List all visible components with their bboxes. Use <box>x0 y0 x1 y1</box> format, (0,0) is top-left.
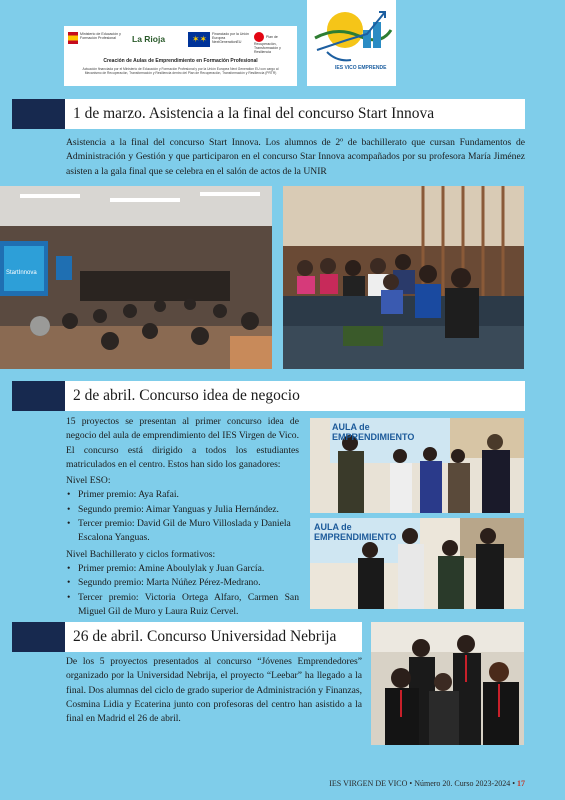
bachillerato-heading: Nivel Bachillerato y ciclos formativos: <box>66 548 216 560</box>
prtr-icon <box>254 32 264 42</box>
students-photo-illustration <box>283 186 524 369</box>
section-1-body: Asistencia a la final del concurso Start Innova. Los alumnos de 2º de bachillerato que cursan Fundamentos de Administración y Gestión y que participaron en el concurso Star Innova acompañados por su profesora María Jiménez asisten a la gala final que se celebra en el salón de actos de la UNIR <box>66 137 525 177</box>
list-item: • Segundo premio: Aimar Yanguas y Julia Hernández. <box>66 503 299 517</box>
ministry-label: Ministerio de Educación y Formación Profesional <box>80 32 121 40</box>
prtr-logo <box>254 32 294 54</box>
section-2-title: 2 de abril. Concurso idea de negocio <box>73 387 300 404</box>
page-footer <box>329 779 525 788</box>
photo-nebrija-final <box>371 622 524 745</box>
la-rioja-logo: La Rioja <box>132 34 166 44</box>
school-logo-text: IES VICO EMPRENDE <box>335 65 387 71</box>
list-item: • Tercer premio: Victoria Ortega Alfaro, Carmen San Miguel Gil de Muro y Laura Ruiz Cervel. <box>66 591 299 620</box>
section-1-marker <box>12 99 65 129</box>
list-item: • Segundo premio: Marta Núñez Pérez-Medrano. <box>66 576 299 590</box>
section-2-intro: 15 proyectos se presentan al primer concurso idea de negocio del aula de emprendimiento del IES Virgen de Vico. El concurso está dirigido a todos los estudiantes matriculados en el centro. Estos han sido los ganadores: <box>66 416 299 470</box>
list-item: • Primer premio: Aya Rafai. <box>66 488 299 502</box>
footer-text: IES VIRGEN DE VICO • Número 20. Curso 2023-2024 • <box>329 779 515 788</box>
nebrija-photo-illustration <box>371 622 524 745</box>
logo-banner-subtitle: Actuación financiada por el Ministerio de Educación y Formación Profesional y por la Unión Europea Next Generation EU con cargo al Mecanismo de Recuperación, Transformación y Resiliencia dentro del Plan de Recuperación, Transformación y Resiliencia (PRTR) <box>82 67 279 75</box>
section-3-marker <box>12 622 65 652</box>
eu-funding-label: Financiado por la Unión Europea NextGenerationEU <box>212 32 249 44</box>
list-item: • Primer premio: Amine Aboulylak y Juan García. <box>66 562 299 576</box>
screen-text: StartInnova <box>6 270 37 276</box>
section-2-header <box>65 381 525 411</box>
wall-sign-2: AULA de EMPRENDIMIENTO <box>314 522 397 542</box>
auditorium-photo-illustration <box>0 186 272 369</box>
spain-flag-icon <box>68 32 78 44</box>
school-logo-graphic <box>307 0 396 86</box>
section-3-body: De los 5 proyectos presentados al concurso “Jóvenes Emprendedores” organizado por la Universidad Nebrija, el proyecto “Leebar” ha llegado a la final. Dos alumnas del ciclo de grado superior de Administración y Finanzas, Cosmina Lidia y Ecaterina junto con profesoras del centro han asistido a la final en Madrid el 26 de abril. <box>66 656 363 725</box>
section-1-header <box>65 99 525 129</box>
eso-winners-list <box>66 488 299 545</box>
funding-logos-banner <box>64 26 297 86</box>
eso-heading: Nivel ESO: <box>66 475 111 487</box>
section-2-marker <box>12 381 65 411</box>
section-2-body <box>66 415 299 619</box>
ministry-logo <box>68 32 128 48</box>
photo-auditorium <box>0 186 272 369</box>
photo-award-group-1 <box>310 418 524 513</box>
bachillerato-winners-list <box>66 562 299 619</box>
section-1-title: 1 de marzo. Asistencia a la final del concurso Start Innova <box>73 105 435 122</box>
logo-banner-title: Creación de Aulas de Emprendimiento en Formación Profesional <box>103 58 258 64</box>
section-3-title: 26 de abril. Concurso Universidad Nebrija <box>73 628 337 645</box>
photo-award-group-2 <box>310 518 524 609</box>
list-item: • Tercer premio: David Gil de Muro Villoslada y Daniela Escalona Yanguas. <box>66 517 299 546</box>
prtr-label: Plan de Recuperación, Transformación y Resiliencia <box>254 34 281 54</box>
page-number: 17 <box>517 779 525 788</box>
wall-sign-1: AULA de EMPRENDIMIENTO <box>332 422 415 442</box>
ies-vico-emprende-logo <box>307 0 396 86</box>
photo-students-group <box>283 186 524 369</box>
eu-flag-icon: ✶✶ <box>188 32 210 47</box>
section-3-header <box>65 622 362 652</box>
